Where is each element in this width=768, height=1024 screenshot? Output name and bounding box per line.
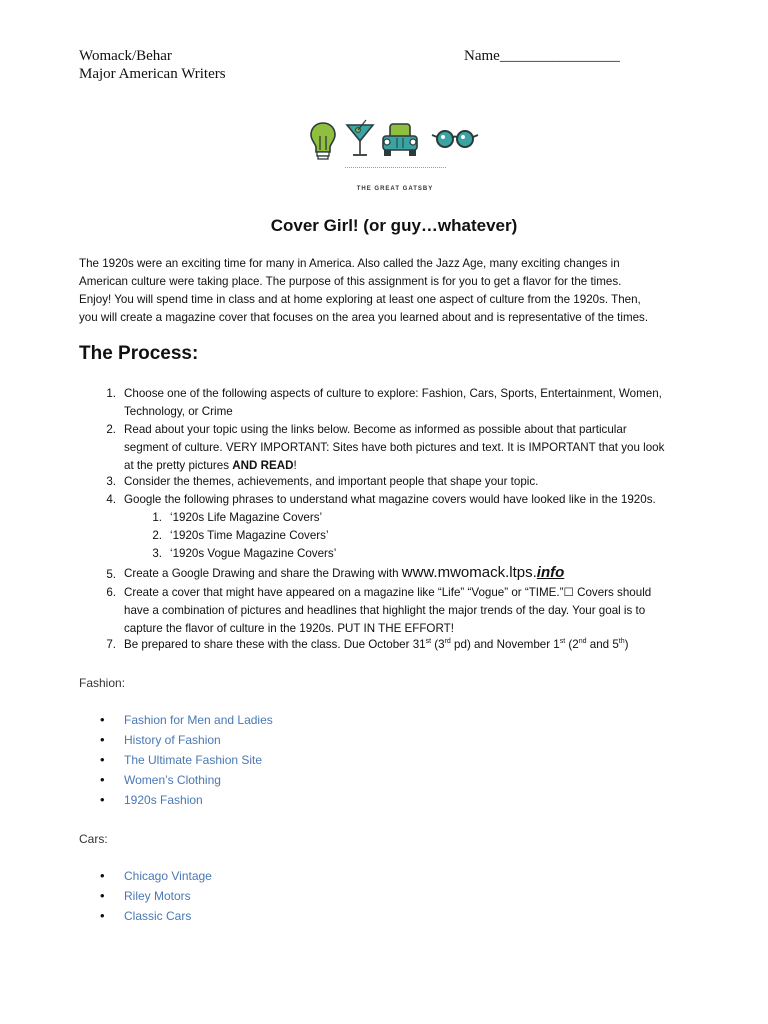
eyeglasses-icon (432, 131, 478, 147)
step-2-line-1: Read about your topic using the links below. Become as informed as possible about that particular (124, 423, 627, 436)
fashion-link-ultimate-site[interactable]: The Ultimate Fashion Site (124, 753, 263, 767)
step-5-text: Create a Google Drawing and share the Drawing with (124, 567, 402, 580)
step-2-line-3: at the pretty pictures AND READ! (124, 459, 297, 472)
bullet: • (100, 888, 105, 903)
list-item (100, 713, 500, 733)
list-item: 1. ‘1920s Life Magazine Covers’ (152, 511, 323, 524)
fashion-link-1920s-fashion[interactable]: 1920s Fashion (124, 793, 203, 807)
list-item (100, 733, 500, 753)
step-4 (106, 491, 724, 509)
bullet: • (100, 712, 105, 727)
step-number: 4. (106, 493, 116, 506)
cars-links-list (100, 869, 500, 929)
step-number: 7. (106, 638, 116, 651)
teacher-names: Womack/Behar (79, 48, 172, 64)
step-6-line-1: Create a cover that might have appeared on a magazine like “Life” “Vogue” or “TIME.”☐ Covers should (124, 586, 652, 599)
step-number: 6. (106, 586, 116, 599)
step-6 (106, 584, 724, 638)
step-7 (106, 636, 724, 654)
list-item (100, 909, 500, 929)
intro-line-3: Enjoy! You will spend time in class and at home exploring at least one aspect of culture from the 1920s. Then, (79, 293, 641, 306)
intro-line-1: The 1920s were an exciting time for many in America. Also called the Jazz Age, many exciting changes in (79, 257, 620, 270)
intro-line-4: you will create a magazine cover that focuses on the area you learned about and is representative of the times. (79, 311, 649, 324)
step-number: 1. (106, 387, 116, 400)
fashion-link-history[interactable]: History of Fashion (124, 733, 221, 747)
fashion-link-men-ladies[interactable]: Fashion for Men and Ladies (124, 713, 273, 727)
cars-link-classic-cars[interactable]: Classic Cars (124, 909, 192, 923)
step-6-line-3: capture the flavor of culture in the 1920s. PUT IN THE EFFORT! (124, 622, 454, 635)
bullet: • (100, 752, 105, 767)
step-number: 5. (106, 568, 116, 581)
intro-line-2: American culture were taking place. The purpose of this assignment is for you to get a flavor for the times. (79, 275, 622, 288)
step-3 (106, 473, 724, 491)
lightbulb-icon (311, 123, 335, 159)
step-1-line-2: Technology, or Crime (124, 405, 233, 418)
fashion-link-womens-clothing[interactable]: Women’s Clothing (124, 773, 221, 787)
intro-paragraph (79, 255, 719, 327)
bullet: • (100, 772, 105, 787)
step-1 (106, 385, 724, 421)
list-item (100, 753, 500, 773)
step-4-text: Google the following phrases to understand what magazine covers would have looked like in the 1920s. (124, 493, 656, 506)
fashion-section-label: Fashion: (79, 676, 126, 690)
step-3-text: Consider the themes, achievements, and important people that shape your topic. (124, 475, 539, 488)
list-item: 2. ‘1920s Time Magazine Covers’ (152, 529, 329, 542)
emphasis-and-read: AND READ (232, 459, 294, 472)
step-number: 2. (106, 423, 116, 436)
list-item (100, 869, 500, 889)
step-2-line-2: segment of culture. VERY IMPORTANT: Sites have both pictures and text. It is IMPORTANT that you look (124, 441, 665, 454)
bullet: • (100, 792, 105, 807)
search-phrases-list (152, 509, 570, 563)
step-6-line-2: have a combination of pictures and headlines that highlight the major trends of the day. Your goal is to (124, 604, 646, 617)
martini-glass-icon (347, 120, 373, 155)
bullet: • (100, 732, 105, 747)
step-2 (106, 421, 724, 475)
process-heading: The Process: (79, 343, 199, 364)
logo-dotted-rule: …………………………………………… (344, 163, 446, 170)
page-title: Cover Girl! (or guy…whatever) (270, 216, 518, 235)
vintage-car-icon (383, 124, 417, 156)
name-field-label: Name________________ (464, 48, 620, 64)
list-item: 3. ‘1920s Vogue Magazine Covers’ (152, 547, 337, 560)
list-item (100, 889, 500, 909)
bullet: • (100, 868, 105, 883)
step-1-line-1: Choose one of the following aspects of culture to explore: Fashion, Cars, Sports, Entertainment, Women, (124, 387, 662, 400)
step-number: 3. (106, 475, 116, 488)
list-item (100, 773, 500, 793)
step-5 (106, 564, 724, 583)
logo-caption: THE GREAT GATSBY (356, 186, 434, 192)
cars-link-chicago-vintage[interactable]: Chicago Vintage (124, 869, 212, 883)
due-dates-text: Be prepared to share these with the class. Due October 31st (3rd pd) and November 1st (2nd and 5th) (124, 638, 629, 651)
course-title: Major American Writers (79, 66, 226, 82)
fashion-links-list (100, 713, 500, 813)
website-link[interactable]: www.mwomack.ltps.info (401, 564, 565, 581)
cars-link-riley-motors[interactable]: Riley Motors (124, 889, 191, 903)
bullet: • (100, 908, 105, 923)
cars-section-label: Cars: (79, 832, 108, 846)
list-item (100, 793, 500, 813)
